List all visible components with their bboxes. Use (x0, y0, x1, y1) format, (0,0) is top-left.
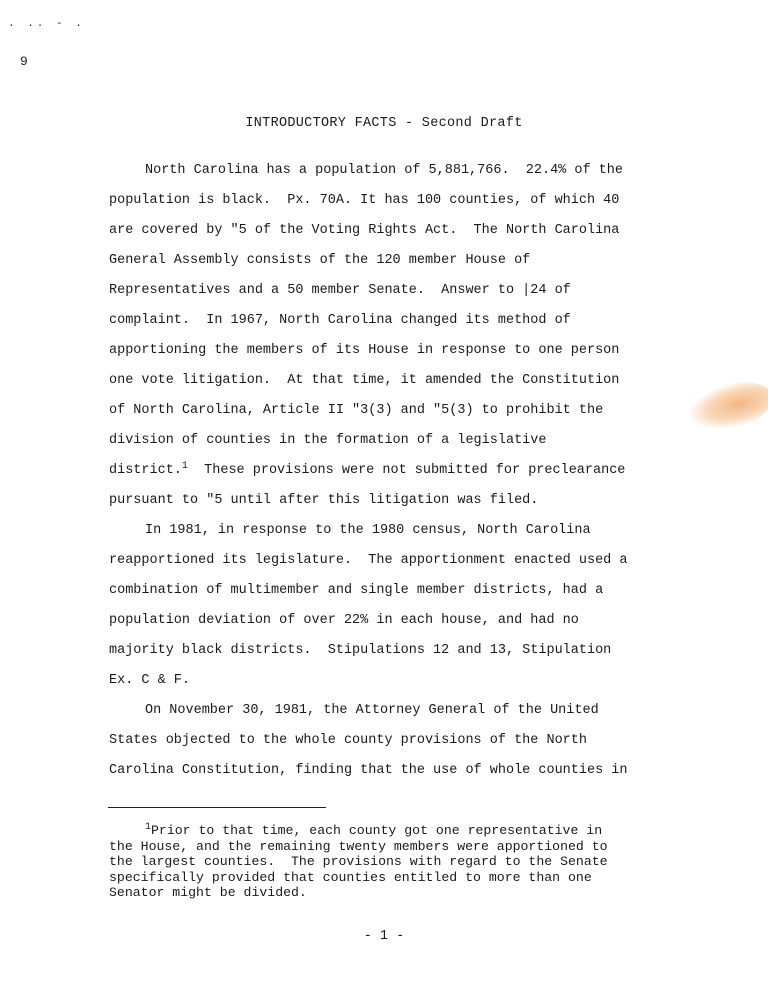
footnote-line: specifically provided that counties entitled to more than one (109, 869, 592, 885)
body-line: reapportioned its legislature. The apportionment enacted used a (109, 553, 628, 568)
scan-specks: . .. - . (8, 18, 85, 30)
body-line: complaint. In 1967, North Carolina changed its method of (109, 313, 571, 328)
body-line: apportioning the members of its House in response to one person (109, 343, 620, 358)
body-line: population deviation of over 22% in each house, and had no (109, 613, 579, 628)
body-line: one vote litigation. At that time, it amended the Constitution (109, 373, 620, 388)
body-line: division of counties in the formation of a legislative (109, 433, 547, 448)
body-line: population is black. Px. 70A. It has 100 counties, of which 40 (109, 193, 620, 208)
body-line: are covered by "5 of the Voting Rights Act. The North Carolina (109, 223, 620, 238)
body-line: North Carolina has a population of 5,881,766. 22.4% of the (145, 163, 623, 178)
footnote-reference: 1 (181, 461, 188, 472)
body-line: combination of multimember and single member districts, had a (109, 583, 604, 598)
body-line: States objected to the whole county provisions of the North (109, 733, 587, 748)
page-number: - 1 - (363, 929, 405, 944)
body-line: of North Carolina, Article II "3(3) and "5(3) to prohibit the (109, 403, 604, 418)
footnote-line (109, 823, 709, 839)
body-line: General Assembly consists of the 120 member House of (109, 253, 531, 268)
document-title: INTRODUCTORY FACTS - Second Draft (245, 116, 523, 131)
body-line: Carolina Constitution, finding that the use of whole counties in (109, 763, 628, 778)
footnote-line: the House, and the remaining twenty members were apportioned to (109, 838, 608, 854)
body-line: Ex. C & F. (109, 673, 191, 688)
page-mark: 9 (20, 54, 28, 69)
body-text (109, 156, 709, 786)
body-line: pursuant to "5 until after this litigation was filed. (109, 493, 539, 508)
footnote-line: the largest counties. The provisions with regard to the Senate (109, 854, 608, 869)
body-line-with-footnote (109, 456, 709, 486)
body-line: In 1981, in response to the 1980 census, North Carolina (145, 523, 591, 538)
footnote-line: Senator might be divided. (109, 885, 307, 900)
body-line-start: district. (109, 463, 182, 478)
footnote-marker: 1 (145, 822, 152, 833)
body-line: Representatives and a 50 member Senate. Answer to |24 of (109, 283, 571, 298)
footnote (109, 823, 709, 901)
footnote-divider (108, 807, 326, 808)
body-line-rest: These provisions were not submitted for preclearance (204, 463, 626, 478)
body-line: majority black districts. Stipulations 12 and 13, Stipulation (109, 643, 612, 658)
body-line: On November 30, 1981, the Attorney General of the United (145, 703, 599, 718)
footnote-line-text: Prior to that time, each county got one representative in (151, 823, 603, 838)
